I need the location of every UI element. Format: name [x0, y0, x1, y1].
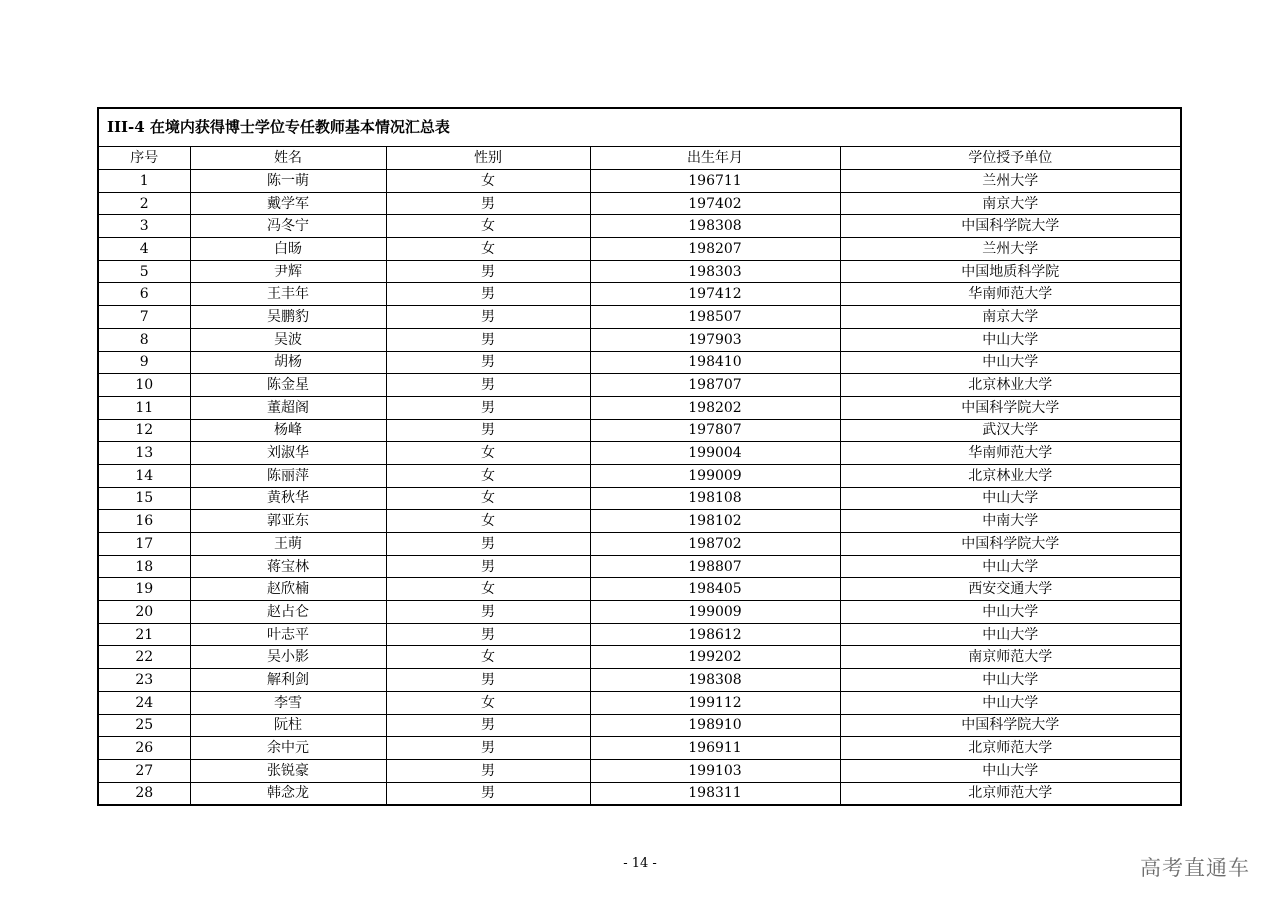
- table-row: [98, 170, 1181, 193]
- cell-degree-institution: 中国科学院大学: [840, 215, 1181, 238]
- cell-name: 叶志平: [190, 623, 386, 646]
- table-row: [98, 283, 1181, 306]
- cell-gender: 男: [386, 555, 590, 578]
- table-row: [98, 464, 1181, 487]
- cell-name: 吴小影: [190, 646, 386, 669]
- table-row: [98, 192, 1181, 215]
- cell-name: 白旸: [190, 238, 386, 261]
- cell-degree-institution: 北京师范大学: [840, 737, 1181, 760]
- cell-name: 阮柱: [190, 714, 386, 737]
- cell-birth-date: 196711: [590, 170, 840, 193]
- cell-birth-date: 198707: [590, 374, 840, 397]
- cell-birth-date: 198702: [590, 533, 840, 556]
- cell-birth-date: 198308: [590, 669, 840, 692]
- cell-degree-institution: 兰州大学: [840, 238, 1181, 261]
- cell-birth-date: 199103: [590, 759, 840, 782]
- cell-name: 王萌: [190, 533, 386, 556]
- table-row: [98, 510, 1181, 533]
- cell-degree-institution: 中山大学: [840, 601, 1181, 624]
- cell-name: 杨峰: [190, 419, 386, 442]
- cell-name: 刘淑华: [190, 442, 386, 465]
- cell-gender: 男: [386, 782, 590, 805]
- cell-name: 韩念龙: [190, 782, 386, 805]
- cell-name: 吴波: [190, 328, 386, 351]
- cell-gender: 男: [386, 192, 590, 215]
- cell-degree-institution: 西安交通大学: [840, 578, 1181, 601]
- cell-degree-institution: 中国科学院大学: [840, 533, 1181, 556]
- cell-degree-institution: 中山大学: [840, 487, 1181, 510]
- cell-serial-number: 26: [98, 737, 190, 760]
- cell-name: 吴鹏豹: [190, 306, 386, 329]
- table-row: [98, 260, 1181, 283]
- cell-birth-date: 199009: [590, 601, 840, 624]
- cell-birth-date: 197402: [590, 192, 840, 215]
- cell-degree-institution: 南京大学: [840, 306, 1181, 329]
- cell-serial-number: 3: [98, 215, 190, 238]
- table-row: [98, 396, 1181, 419]
- cell-gender: 女: [386, 646, 590, 669]
- cell-gender: 男: [386, 623, 590, 646]
- table-row: [98, 533, 1181, 556]
- table-row: [98, 442, 1181, 465]
- cell-gender: 女: [386, 464, 590, 487]
- cell-name: 王丰年: [190, 283, 386, 306]
- cell-serial-number: 1: [98, 170, 190, 193]
- table-row: [98, 601, 1181, 624]
- cell-name: 郭亚东: [190, 510, 386, 533]
- table-row: [98, 238, 1181, 261]
- cell-birth-date: 198311: [590, 782, 840, 805]
- cell-serial-number: 25: [98, 714, 190, 737]
- cell-birth-date: 198807: [590, 555, 840, 578]
- table-row: [98, 646, 1181, 669]
- watermark-text: 高考直通车: [1140, 856, 1250, 880]
- cell-birth-date: 199112: [590, 691, 840, 714]
- cell-name: 余中元: [190, 737, 386, 760]
- cell-serial-number: 8: [98, 328, 190, 351]
- header-birth-date: 出生年月: [590, 147, 840, 170]
- table-row: [98, 374, 1181, 397]
- cell-gender: 男: [386, 374, 590, 397]
- cell-name: 尹辉: [190, 260, 386, 283]
- cell-degree-institution: 中山大学: [840, 555, 1181, 578]
- cell-degree-institution: 北京林业大学: [840, 464, 1181, 487]
- teacher-summary-table: [97, 107, 1182, 806]
- cell-gender: 女: [386, 238, 590, 261]
- cell-degree-institution: 中山大学: [840, 351, 1181, 374]
- header-degree-institution: 学位授予单位: [840, 147, 1181, 170]
- cell-birth-date: 198910: [590, 714, 840, 737]
- table-row: [98, 328, 1181, 351]
- cell-serial-number: 13: [98, 442, 190, 465]
- cell-degree-institution: 北京师范大学: [840, 782, 1181, 805]
- table-row: [98, 759, 1181, 782]
- cell-birth-date: 198612: [590, 623, 840, 646]
- cell-name: 蒋宝林: [190, 555, 386, 578]
- cell-gender: 男: [386, 419, 590, 442]
- cell-serial-number: 17: [98, 533, 190, 556]
- table-row: [98, 691, 1181, 714]
- cell-serial-number: 14: [98, 464, 190, 487]
- table-row: [98, 419, 1181, 442]
- cell-gender: 女: [386, 442, 590, 465]
- cell-birth-date: 198303: [590, 260, 840, 283]
- cell-serial-number: 7: [98, 306, 190, 329]
- cell-birth-date: 198405: [590, 578, 840, 601]
- table-row: [98, 669, 1181, 692]
- cell-serial-number: 12: [98, 419, 190, 442]
- cell-degree-institution: 华南师范大学: [840, 283, 1181, 306]
- cell-serial-number: 28: [98, 782, 190, 805]
- cell-birth-date: 198108: [590, 487, 840, 510]
- cell-birth-date: 199009: [590, 464, 840, 487]
- cell-gender: 女: [386, 215, 590, 238]
- cell-birth-date: 198410: [590, 351, 840, 374]
- table-row: [98, 737, 1181, 760]
- cell-gender: 男: [386, 351, 590, 374]
- cell-degree-institution: 中山大学: [840, 623, 1181, 646]
- cell-serial-number: 9: [98, 351, 190, 374]
- cell-degree-institution: 兰州大学: [840, 170, 1181, 193]
- cell-gender: 男: [386, 601, 590, 624]
- header-name: 姓名: [190, 147, 386, 170]
- cell-name: 陈一萌: [190, 170, 386, 193]
- cell-name: 董超阁: [190, 396, 386, 419]
- table-row: [98, 555, 1181, 578]
- cell-birth-date: 197807: [590, 419, 840, 442]
- cell-gender: 男: [386, 306, 590, 329]
- cell-gender: 女: [386, 487, 590, 510]
- table-title: III-4 在境内获得博士学位专任教师基本情况汇总表: [98, 108, 1181, 147]
- page-number: - 14 -: [623, 856, 657, 871]
- cell-serial-number: 16: [98, 510, 190, 533]
- cell-name: 冯冬宁: [190, 215, 386, 238]
- cell-birth-date: 199004: [590, 442, 840, 465]
- cell-serial-number: 23: [98, 669, 190, 692]
- cell-birth-date: 199202: [590, 646, 840, 669]
- cell-name: 陈金星: [190, 374, 386, 397]
- cell-degree-institution: 中南大学: [840, 510, 1181, 533]
- cell-serial-number: 11: [98, 396, 190, 419]
- cell-name: 胡杨: [190, 351, 386, 374]
- cell-degree-institution: 中山大学: [840, 669, 1181, 692]
- cell-gender: 男: [386, 328, 590, 351]
- cell-serial-number: 19: [98, 578, 190, 601]
- cell-gender: 男: [386, 759, 590, 782]
- cell-name: 李雪: [190, 691, 386, 714]
- cell-serial-number: 6: [98, 283, 190, 306]
- table-title-row: [98, 108, 1181, 147]
- cell-serial-number: 24: [98, 691, 190, 714]
- table-header-row: [98, 147, 1181, 170]
- cell-degree-institution: 中山大学: [840, 691, 1181, 714]
- cell-gender: 女: [386, 578, 590, 601]
- cell-degree-institution: 中国科学院大学: [840, 396, 1181, 419]
- cell-name: 戴学军: [190, 192, 386, 215]
- cell-name: 解利剑: [190, 669, 386, 692]
- table-row: [98, 215, 1181, 238]
- cell-serial-number: 21: [98, 623, 190, 646]
- cell-gender: 男: [386, 737, 590, 760]
- cell-gender: 男: [386, 283, 590, 306]
- table-row: [98, 782, 1181, 805]
- cell-serial-number: 20: [98, 601, 190, 624]
- table-row: [98, 623, 1181, 646]
- table-row: [98, 487, 1181, 510]
- cell-name: 黄秋华: [190, 487, 386, 510]
- cell-serial-number: 5: [98, 260, 190, 283]
- cell-gender: 男: [386, 533, 590, 556]
- cell-gender: 女: [386, 510, 590, 533]
- cell-serial-number: 15: [98, 487, 190, 510]
- cell-birth-date: 197412: [590, 283, 840, 306]
- cell-birth-date: 196911: [590, 737, 840, 760]
- cell-name: 陈丽萍: [190, 464, 386, 487]
- table-body: [98, 170, 1181, 806]
- cell-degree-institution: 中山大学: [840, 759, 1181, 782]
- cell-serial-number: 22: [98, 646, 190, 669]
- cell-birth-date: 198308: [590, 215, 840, 238]
- cell-serial-number: 2: [98, 192, 190, 215]
- cell-degree-institution: 武汉大学: [840, 419, 1181, 442]
- cell-degree-institution: 中国科学院大学: [840, 714, 1181, 737]
- cell-serial-number: 27: [98, 759, 190, 782]
- cell-birth-date: 198507: [590, 306, 840, 329]
- cell-degree-institution: 南京师范大学: [840, 646, 1181, 669]
- cell-birth-date: 198207: [590, 238, 840, 261]
- header-serial-number: 序号: [98, 147, 190, 170]
- cell-name: 张锐豪: [190, 759, 386, 782]
- cell-degree-institution: 中山大学: [840, 328, 1181, 351]
- table-row: [98, 351, 1181, 374]
- cell-birth-date: 197903: [590, 328, 840, 351]
- cell-serial-number: 4: [98, 238, 190, 261]
- cell-gender: 女: [386, 170, 590, 193]
- cell-serial-number: 18: [98, 555, 190, 578]
- cell-gender: 男: [386, 396, 590, 419]
- cell-birth-date: 198102: [590, 510, 840, 533]
- cell-gender: 男: [386, 260, 590, 283]
- header-gender: 性别: [386, 147, 590, 170]
- cell-serial-number: 10: [98, 374, 190, 397]
- cell-degree-institution: 华南师范大学: [840, 442, 1181, 465]
- table-row: [98, 714, 1181, 737]
- cell-degree-institution: 北京林业大学: [840, 374, 1181, 397]
- cell-name: 赵占仑: [190, 601, 386, 624]
- cell-gender: 男: [386, 669, 590, 692]
- cell-gender: 男: [386, 714, 590, 737]
- cell-gender: 女: [386, 691, 590, 714]
- table-row: [98, 578, 1181, 601]
- cell-name: 赵欣楠: [190, 578, 386, 601]
- cell-degree-institution: 南京大学: [840, 192, 1181, 215]
- cell-birth-date: 198202: [590, 396, 840, 419]
- cell-degree-institution: 中国地质科学院: [840, 260, 1181, 283]
- table-row: [98, 306, 1181, 329]
